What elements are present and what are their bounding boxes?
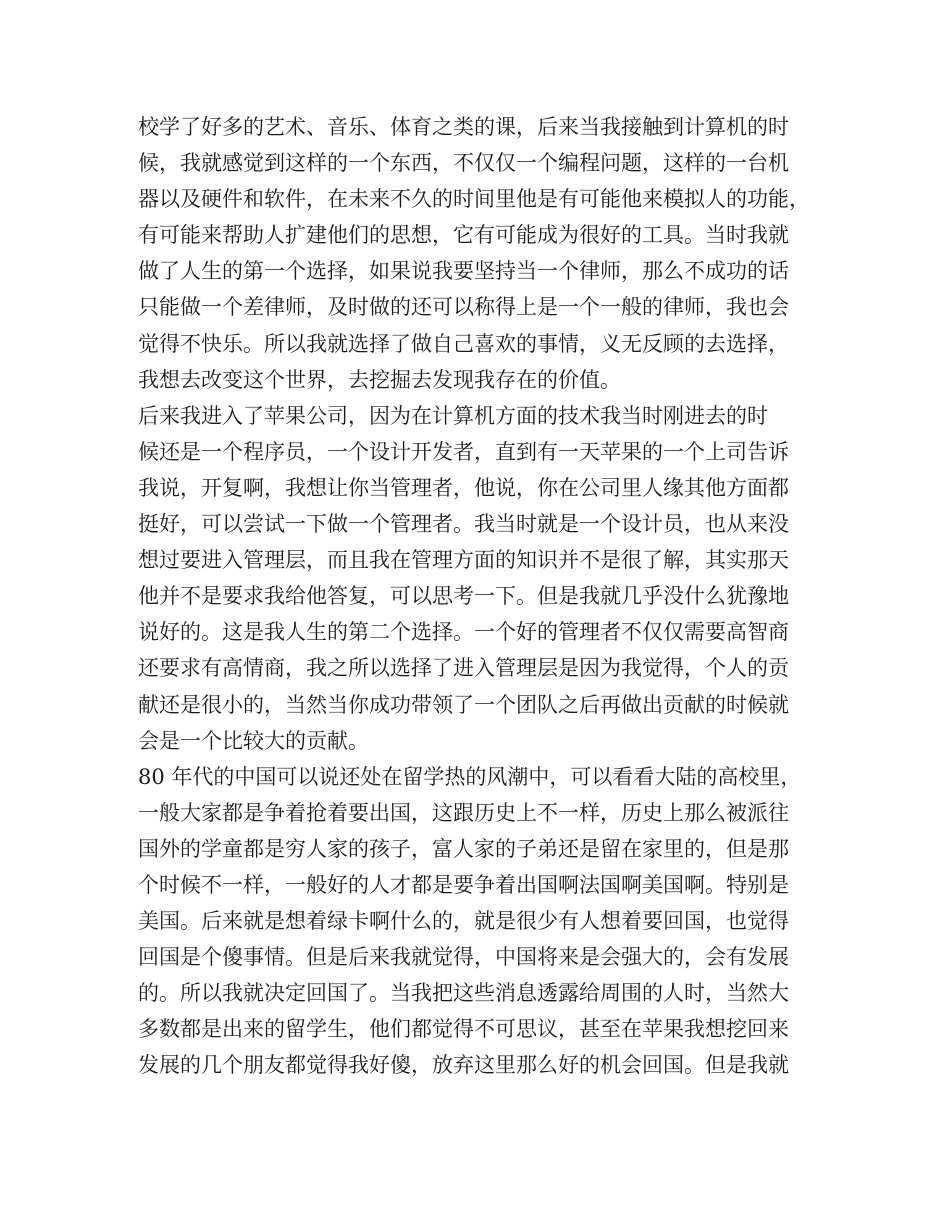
text-line: 想过要进入管理层，而且我在管理方面的知识并不是很了解，其实那天 — [138, 548, 789, 573]
text-line: 候，我就感觉到这样的一个东西，不仅仅一个编程问题，这样的一台机 — [138, 151, 789, 176]
text-line: 还要求有高情商，我之所以选择了进入管理层是因为我觉得，个人的贡 — [138, 656, 789, 681]
text-line: 回国是个傻事情。但是后来我就觉得，中国将来是会强大的，会有发展 — [138, 945, 789, 970]
text-line: 觉得不快乐。所以我就选择了做自己喜欢的事情，义无反顾的去选择， — [138, 331, 789, 356]
text-line: 献还是很小的，当然当你成功带领了一个团队之后再做出贡献的时候就 — [138, 692, 789, 717]
text-line: 校学了好多的艺术、音乐、体育之类的课，后来当我接触到计算机的时 — [138, 115, 789, 139]
text-line: 说好的。这是我人生的第二个选择。一个好的管理者不仅仅需要高智商 — [138, 620, 789, 645]
body-text — [138, 109, 838, 1084]
text-line: 美国。后来就是想着绿卡啊什么的，就是很少有人想着要回国，也觉得 — [138, 909, 789, 934]
text-line: 我说，开复啊，我想让你当管理者，他说，你在公司里人缘其他方面都 — [138, 475, 789, 500]
text-line: 发展的几个朋友都觉得我好傻，放弃这里那么好的机会回国。但是我就 — [138, 1053, 789, 1078]
text-line: 器以及硬件和软件，在未来不久的时间里他是有可能他来模拟人的功能， — [138, 187, 810, 212]
text-line: 多数都是出来的留学生，他们都觉得不可思议，甚至在苹果我想挖回来 — [138, 1017, 789, 1042]
text-line: 80 年代的中国可以说还处在留学热的风潮中，可以看看大陆的高校里， — [138, 764, 802, 789]
text-line: 国外的学童都是穷人家的孩子，富人家的子弟还是留在家里的，但是那 — [138, 836, 789, 861]
text-line: 做了人生的第一个选择，如果说我要坚持当一个律师，那么不成功的话 — [138, 259, 789, 284]
text-line: 他并不是要求我给他答复，可以思考一下。但是我就几乎没什么犹豫地 — [138, 584, 789, 609]
text-line: 只能做一个差律师，及时做的还可以称得上是一个一般的律师，我也会 — [138, 295, 789, 320]
text-line: 我想去改变这个世界，去挖掘去发现我存在的价值。 — [138, 367, 621, 392]
text-line: 后来我进入了苹果公司，因为在计算机方面的技术我当时刚进去的时 — [138, 403, 768, 428]
text-line: 一般大家都是争着抢着要出国，这跟历史上不一样，历史上那么被派往 — [138, 800, 789, 825]
text-line: 个时候不一样，一般好的人才都是要争着出国啊法国啊美国啊。特别是 — [138, 872, 789, 897]
text-line: 候还是一个程序员，一个设计开发者，直到有一天苹果的一个上司告诉 — [138, 439, 789, 464]
text-line: 有可能来帮助人扩建他们的思想，它有可能成为很好的工具。当时我就 — [138, 223, 789, 248]
text-line: 会是一个比较大的贡献。 — [138, 728, 369, 753]
text-line: 挺好，可以尝试一下做一个管理者。我当时就是一个设计员，也从来没 — [138, 512, 789, 537]
text-line: 的。所以我就决定回国了。当我把这些消息透露给周围的人时，当然大 — [138, 981, 789, 1006]
